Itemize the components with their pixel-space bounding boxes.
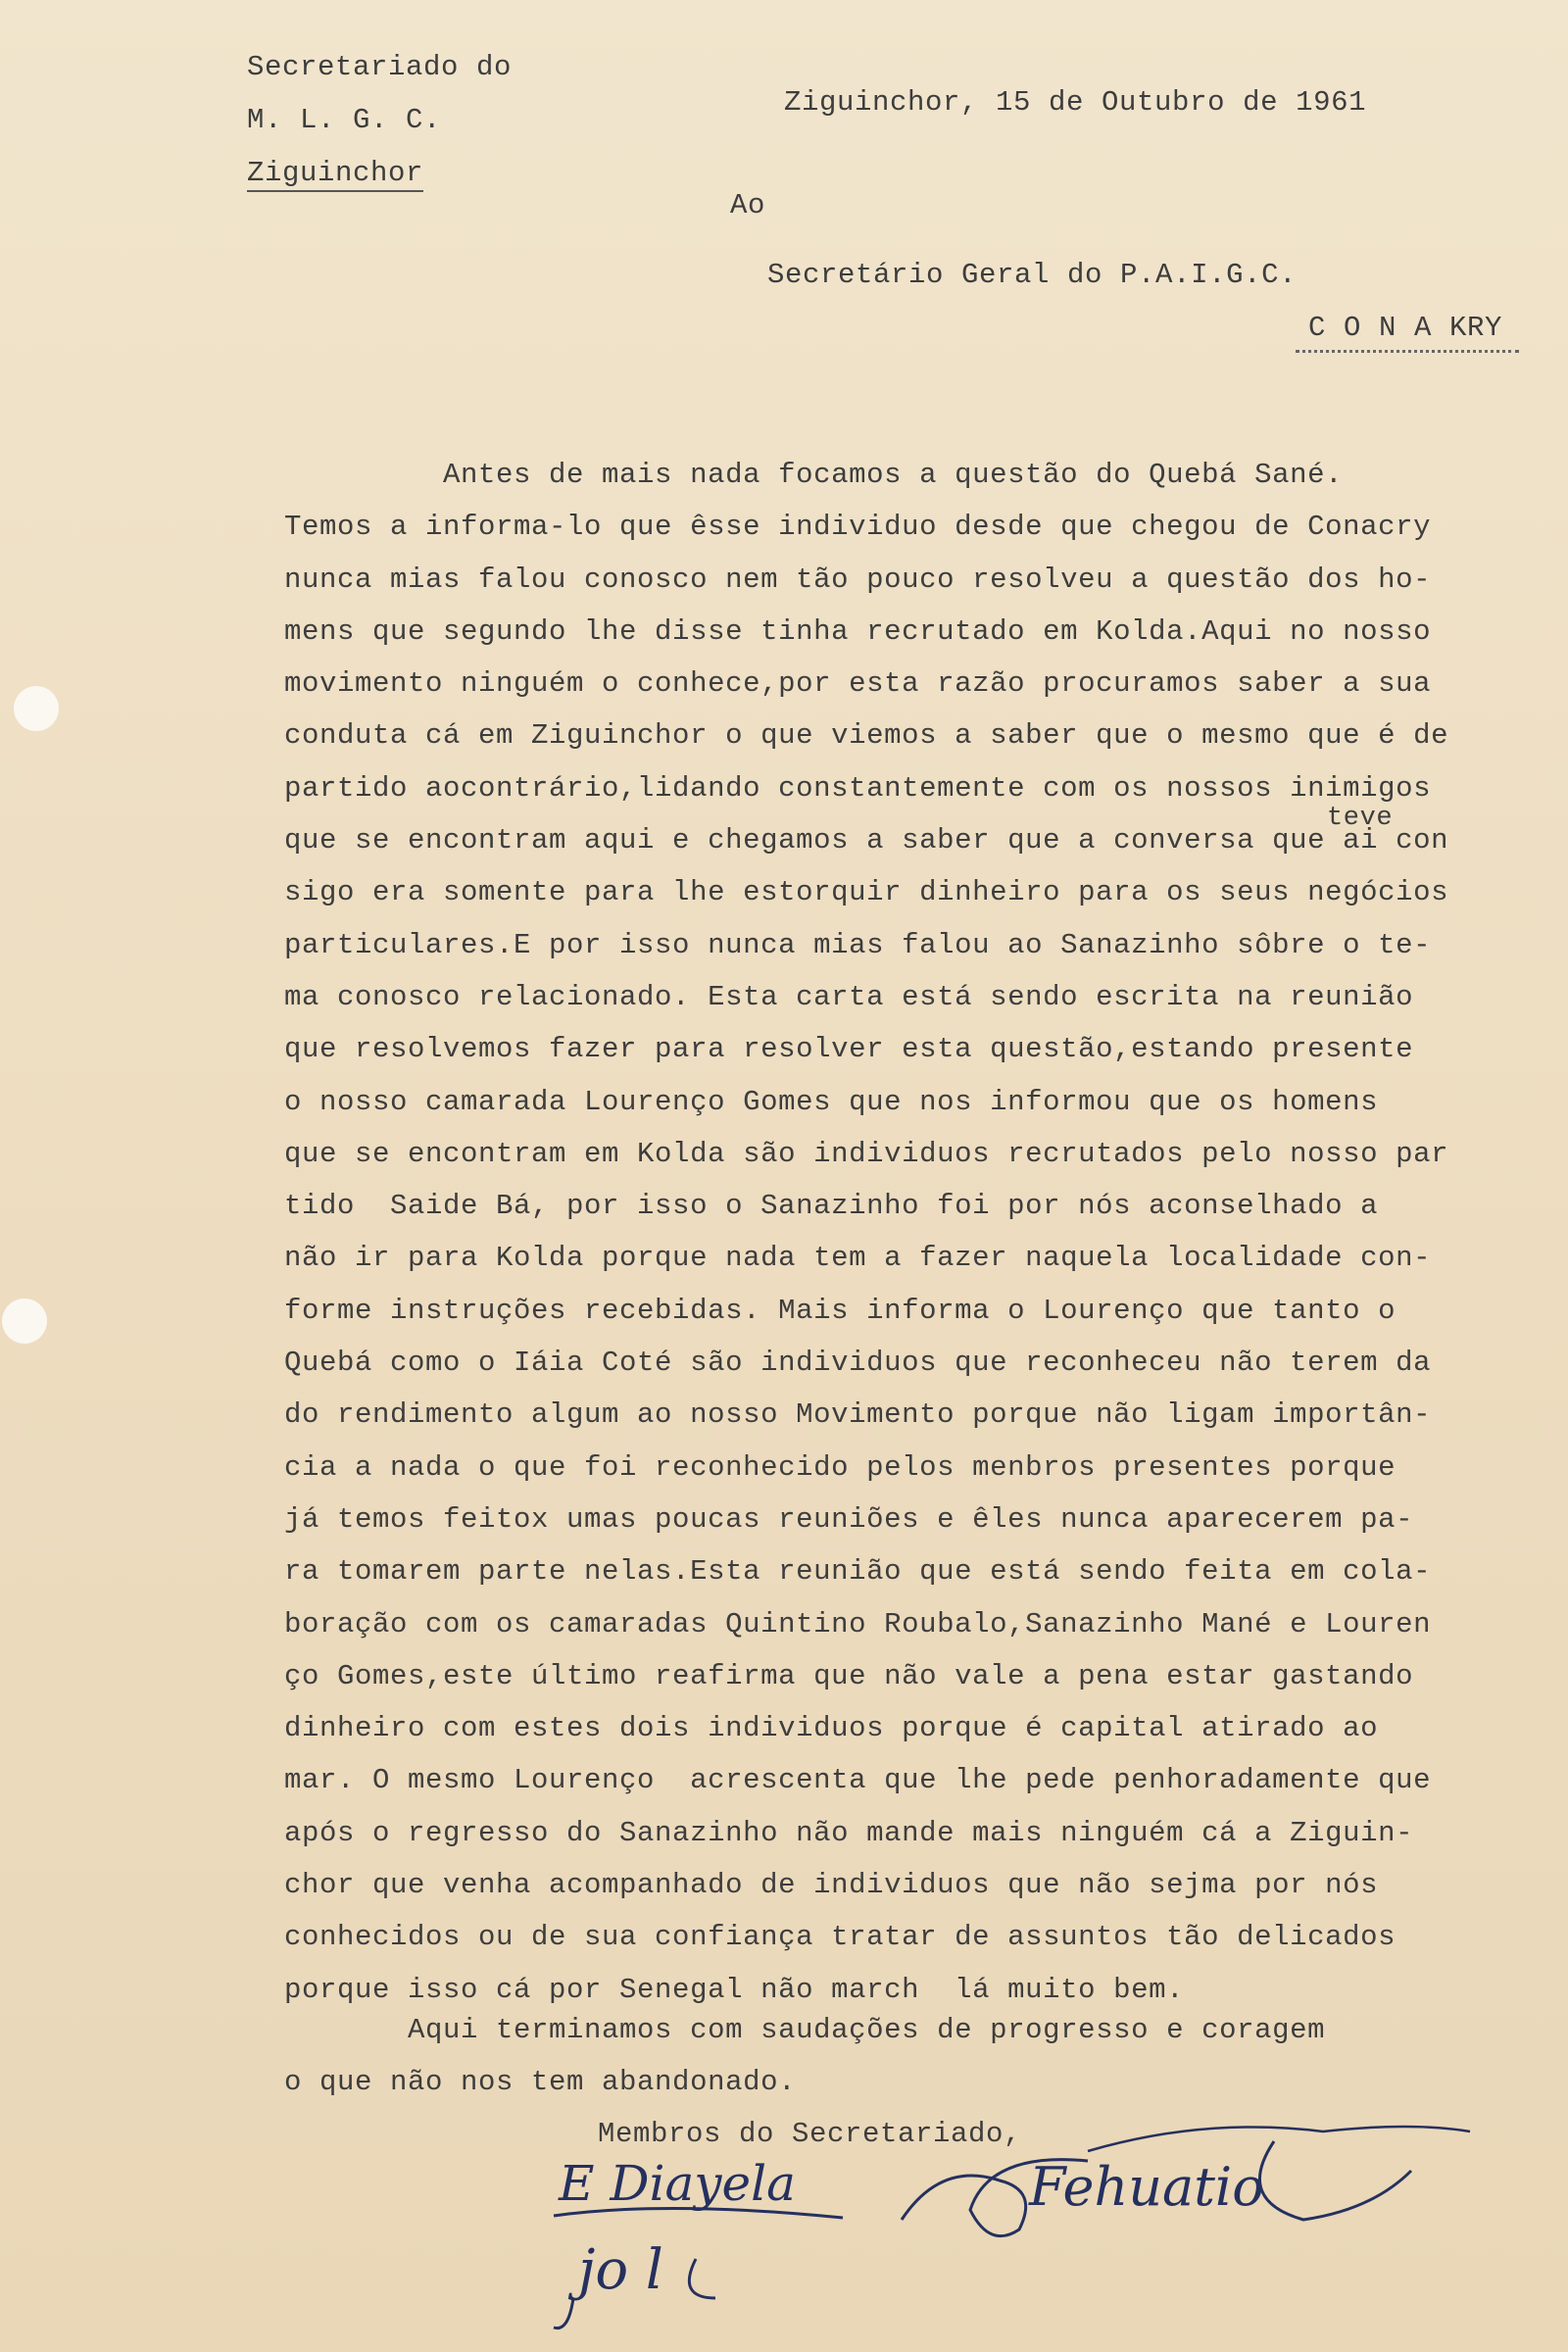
body-line: particulares.E por isso nunca mias falou ao Sanazinho sôbre o te- <box>284 928 1432 961</box>
body-line: não ir para Kolda porque nada tem a fazer naquela localidade con- <box>284 1242 1432 1275</box>
sender-line-3: Ziguinchor <box>247 157 423 192</box>
body-line: que resolvemos fazer para resolver esta questão,estando presente <box>284 1033 1414 1066</box>
signature-2 <box>862 2112 1490 2259</box>
body-line: partido aocontrário,lidando constantemente com os nossos inimigos <box>284 771 1432 805</box>
place-date: Ziguinchor, 15 de Outubro de 1961 <box>784 86 1367 119</box>
punch-hole <box>2 1298 47 1344</box>
punch-hole <box>14 686 59 731</box>
body-line: que se encontram aqui e chegamos a saber que a conversa que ai con <box>284 824 1449 858</box>
body-line: já temos feitox umas poucas reuniões e êles nunca aparecerem pa- <box>284 1502 1414 1536</box>
sender-line-2: M. L. G. C. <box>247 104 442 136</box>
signature-3-graphic <box>549 2230 764 2337</box>
signature-1 <box>549 2132 882 2239</box>
signature-3-text: jo l <box>578 2238 663 2302</box>
body-line: dinheiro com estes dois individuos porque é capital atirado ao <box>284 1712 1379 1745</box>
body-line: Antes de mais nada focamos a questão do Quebá Sané. <box>284 459 1344 491</box>
signature-3 <box>549 2230 764 2337</box>
body-line: boração com os camaradas Quintino Roubalo,Sanazinho Mané e Louren <box>284 1607 1432 1641</box>
to-prefix: Ao <box>730 189 766 221</box>
body-line: mar. O mesmo Lourenço acrescenta que lhe pede penhoradamente que <box>284 1764 1432 1797</box>
body-line: nunca mias falou conosco nem tão pouco resolveu a questão dos ho- <box>284 563 1432 596</box>
body-line: após o regresso do Sanazinho não mande mais ninguém cá a Ziguin- <box>284 1816 1414 1849</box>
sender-line-1: Secretariado do <box>247 51 513 83</box>
sign-off: Membros do Secretariado, <box>598 2118 1022 2150</box>
body-line: ço Gomes,este último reafirma que não vale a pena estar gastando <box>284 1659 1414 1692</box>
body-line: conhecidos ou de sua confiança tratar de assuntos tão delicados <box>284 1921 1396 1954</box>
body-line: mens que segundo lhe disse tinha recrutado em Kolda.Aqui no nosso <box>284 614 1432 648</box>
closing-line: o que não nos tem abandonado. <box>284 2066 797 2098</box>
city-underline <box>1296 350 1519 353</box>
body-line: do rendimento algum ao nosso Movimento porque não ligam importân- <box>284 1398 1432 1432</box>
body-line: ra tomarem parte nelas.Esta reunião que está sendo feita em cola- <box>284 1555 1432 1589</box>
body-line: porque isso cá por Senegal não march lá muito bem. <box>284 1973 1185 2006</box>
letter-body <box>284 449 1548 2016</box>
body-line: movimento ninguém o conhece,por esta razão procuramos saber a sua <box>284 667 1432 701</box>
signature-2-graphic <box>862 2112 1490 2259</box>
body-line: ma conosco relacionado. Esta carta está sendo escrita na reunião <box>284 980 1414 1013</box>
body-line: cia a nada o que foi reconhecido pelos menbros presentes porque <box>284 1450 1396 1484</box>
signature-1-graphic <box>549 2132 882 2239</box>
body-line: tido Saide Bá, por isso o Sanazinho foi por nós aconselhado a <box>284 1190 1379 1223</box>
body-line: forme instruções recebidas. Mais informa o Lourenço que tanto o <box>284 1294 1396 1327</box>
body-line: conduta cá em Ziguinchor o que viemos a saber que o mesmo que é de <box>284 719 1449 753</box>
body-line: chor que venha acompanhado de individuos que não sejma por nós <box>284 1869 1379 1902</box>
interlinear-insertion: teve <box>1327 804 1394 833</box>
body-line: Temos a informa-lo que êsse individuo desde que chegou de Conacry <box>284 511 1432 544</box>
closing-line: Aqui terminamos com saudações de progresso e coragem <box>284 2014 1326 2046</box>
body-line: Quebá como o Iáia Coté são individuos que reconheceu não terem da <box>284 1347 1432 1380</box>
body-line: que se encontram em Kolda são individuos recrutados pelo nosso par <box>284 1137 1449 1170</box>
recipient: Secretário Geral do P.A.I.G.C. <box>767 259 1298 291</box>
body-line: o nosso camarada Lourenço Gomes que nos informou que os homens <box>284 1085 1379 1118</box>
recipient-city: C O N A KRY <box>1308 312 1503 344</box>
signature-2-text: Fehuatio <box>1029 2156 1264 2218</box>
signature-1-text: E Diayela <box>559 2155 796 2212</box>
body-line: sigo era somente para lhe estorquir dinheiro para os seus negócios <box>284 876 1449 909</box>
